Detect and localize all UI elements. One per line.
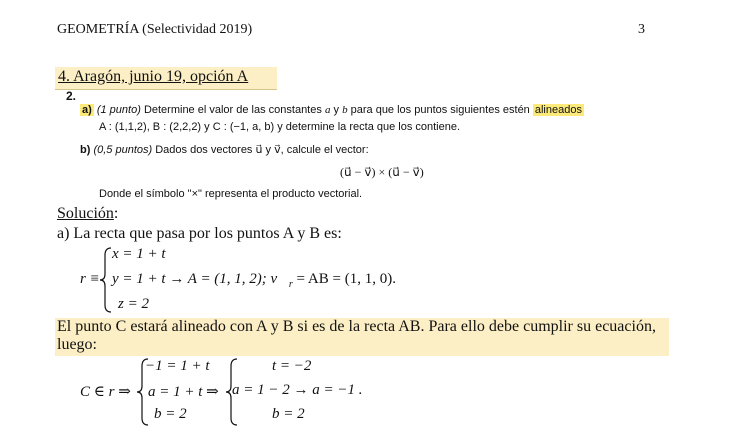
section-title-box bbox=[55, 67, 277, 90]
paragraph-line2: luego: bbox=[57, 336, 97, 353]
system1-eq2-sub: r bbox=[288, 279, 293, 290]
system2-r2: a = 1 − 2 → a = −1 . bbox=[232, 382, 363, 398]
solution-heading bbox=[57, 205, 118, 223]
solution-heading-colon: : bbox=[113, 205, 119, 222]
part-b-text: Dados dos vectores u⃗ y v⃗, calcule el vector: bbox=[155, 144, 369, 156]
system2-eq1: −1 = 1 + t bbox=[145, 358, 210, 374]
solution-intro: a) La recta que pasa por los puntos A y B es: bbox=[57, 225, 342, 242]
system2-lhs: C ∈ r ⇒ bbox=[80, 384, 131, 400]
system1-eq1: x = 1 + t bbox=[112, 246, 166, 262]
system2-eq3: b = 2 bbox=[154, 406, 187, 422]
system2-r1: t = −2 bbox=[272, 358, 312, 374]
problem-number: 2. bbox=[66, 89, 77, 103]
system1-eq3: z = 2 bbox=[118, 296, 149, 312]
part-a-line1 bbox=[80, 104, 584, 116]
paragraph-line1: El punto C estará alineado con A y B si es de la recta AB. Para ello debe cumplir su ecuación, bbox=[57, 318, 656, 335]
part-a-line2: A : (1,1,2), B : (2,2,2) y C : (−1, a, b) y determine la recta que los contiene. bbox=[99, 121, 461, 133]
var-a: a bbox=[324, 104, 331, 116]
part-b-points: (0,5 puntos) bbox=[93, 144, 153, 156]
part-b-formula: (u⃗ − v⃗) × (u⃗ − v⃗) bbox=[340, 165, 424, 179]
part-a-text-2: para que los puntos siguientes estén bbox=[350, 104, 530, 116]
part-a-y: y bbox=[333, 104, 339, 116]
part-b-note: Donde el símbolo "×" representa el producto vectorial. bbox=[99, 188, 363, 200]
system1-brace bbox=[99, 247, 113, 313]
system1-eq2 bbox=[112, 271, 396, 290]
system2-eq2: a = 1 + t ⇒ bbox=[148, 384, 219, 400]
highlight-alineados: alineados bbox=[534, 104, 582, 116]
system1-eq2-rest: = AB = (1, 1, 0). bbox=[296, 271, 396, 287]
solution-heading-text: Solución bbox=[57, 205, 114, 222]
part-b-label: b) bbox=[80, 144, 91, 156]
part-b-line bbox=[80, 143, 369, 156]
section-title: 4. Aragón, junio 19, opción A bbox=[58, 68, 249, 85]
part-a-points: (1 punto) bbox=[96, 104, 141, 116]
system1-lhs: r ≡ bbox=[80, 271, 100, 287]
var-b: b bbox=[342, 104, 348, 116]
part-a-label: a) bbox=[82, 104, 92, 116]
page-number: 3 bbox=[638, 22, 645, 37]
running-header: GEOMETRÍA (Selectividad 2019) bbox=[57, 22, 253, 37]
part-a-text-1: Determine el valor de las constantes bbox=[143, 104, 322, 116]
system2-r3: b = 2 bbox=[272, 406, 305, 422]
system1-eq2-main: y = 1 + t → A = (1, 1, 2); v⃗ bbox=[112, 271, 289, 287]
